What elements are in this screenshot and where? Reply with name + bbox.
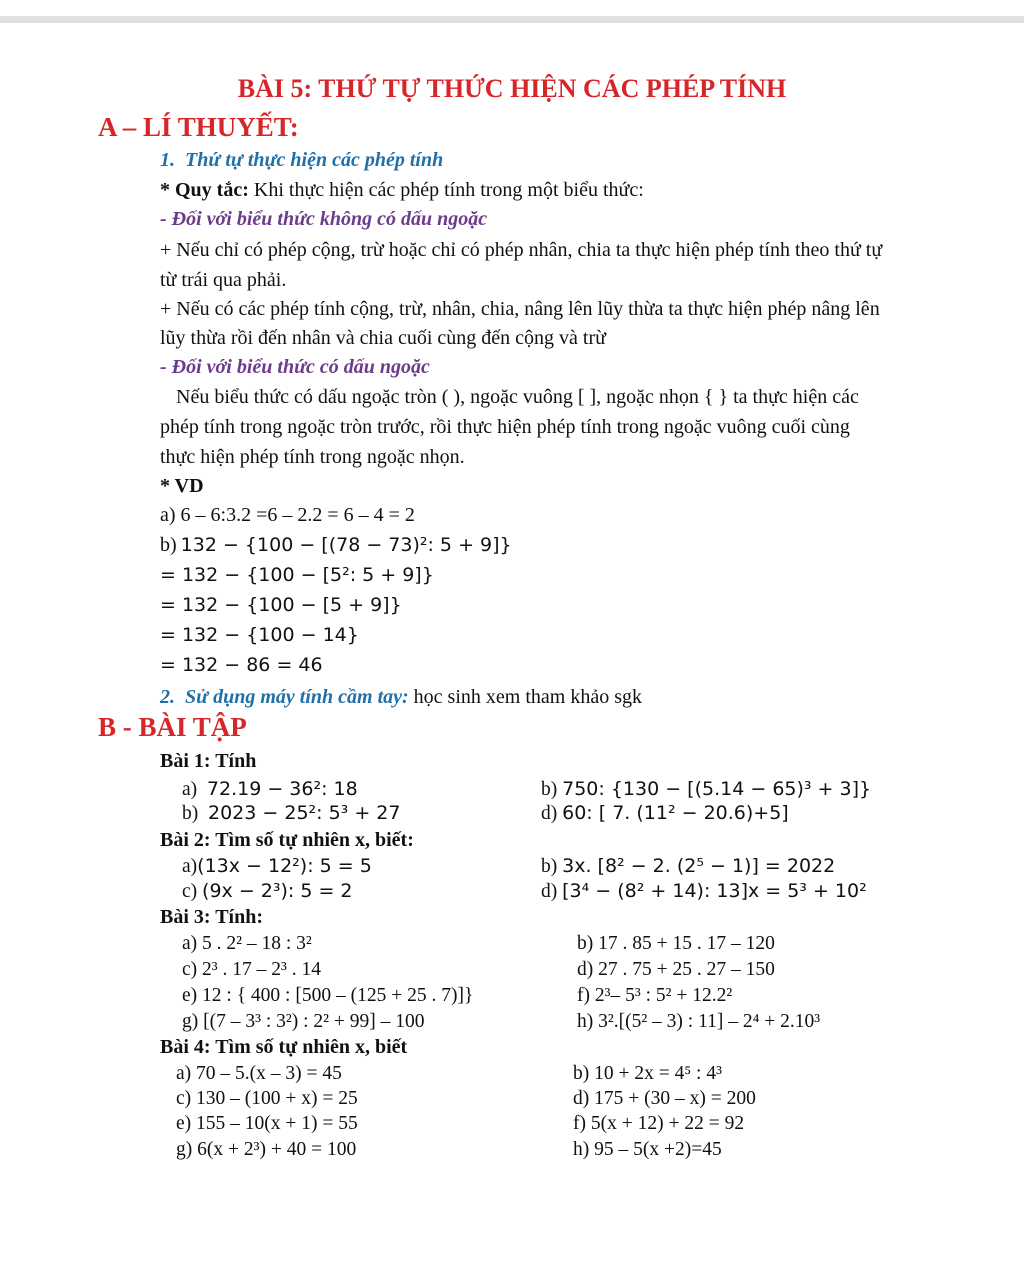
bai3-h (577, 1011, 820, 1033)
ex-label: a) (182, 933, 198, 954)
page-title: BÀI 5: THỨ TỰ THỨC HIỆN CÁC PHÉP TÍNH (237, 74, 787, 103)
bai1-d (541, 802, 789, 825)
bai3-f (577, 985, 732, 1007)
vd-b-step4: = 132 − {100 − 14} (160, 624, 359, 646)
ex-label: b) (573, 1063, 590, 1084)
bai3-b (577, 933, 775, 955)
ex-expr: 5 . 2² – 18 : 3² (202, 933, 312, 954)
item2-number: 2. (160, 686, 175, 708)
rule-label: * Quy tắc: (160, 179, 249, 201)
item2-text: học sinh xem tham khảo sgk (413, 686, 642, 708)
bai3-g (182, 1011, 424, 1033)
p1-line1: + Nếu chỉ có phép cộng, trừ hoặc chỉ có phép nhân, chia ta thực hiện phép tính theo thứ tự (160, 239, 883, 261)
ex-label: a) (182, 779, 198, 800)
vd-b-row (160, 534, 512, 557)
ex-expr: 2³ . 17 – 2³ . 14 (202, 959, 321, 980)
ex-expr: (9x − 2³): 5 = 2 (202, 880, 353, 902)
ex-expr: 27 . 75 + 25 . 27 – 150 (598, 959, 775, 980)
item1-title: Thứ tự thực hiện các phép tính (185, 149, 444, 171)
item1-number: 1. (160, 149, 175, 171)
bai4-d (573, 1088, 756, 1110)
p3-line1: Nếu biểu thức có dấu ngoặc tròn ( ), ngoặc vuông [ ], ngoặc nhọn { } ta thực hiện các (176, 386, 859, 408)
vd-b-step1: 132 − {100 − [(78 − 73)²: 5 + 9]} (180, 534, 512, 556)
ex-expr: 5(x + 12) + 22 = 92 (590, 1113, 745, 1134)
ex-label: a) (176, 1063, 192, 1084)
bai4-e (176, 1113, 358, 1135)
vd-b-step5: = 132 − 86 = 46 (160, 654, 323, 676)
ex-label: d) (577, 959, 594, 980)
p3-line3: thực hiện phép tính trong ngoặc nhọn. (160, 446, 465, 468)
bai2-title: Bài 2: Tìm số tự nhiên x, biết: (160, 829, 414, 851)
vd-b-step3: = 132 − {100 − [5 + 9]} (160, 594, 402, 616)
ex-label: d) (573, 1088, 590, 1109)
ex-expr: 12 : { 400 : [500 – (125 + 25 . 7)]} (202, 985, 474, 1006)
section-b-heading: B - BÀI TẬP (98, 712, 247, 742)
no-bracket-heading: - Đối với biểu thức không có dấu ngoặc (160, 208, 488, 230)
ex-expr: 2023 − 25²: 5³ + 27 (208, 802, 401, 824)
p3-line2: phép tính trong ngoặc tròn trước, rồi thực hiện phép tính trong ngoặc vuông cuối cùng (160, 416, 850, 438)
vd-b-label: b) (160, 534, 177, 556)
ex-label: g) (176, 1139, 193, 1160)
bai2-c (182, 880, 353, 903)
p1-line2: từ trái qua phải. (160, 269, 287, 291)
ex-expr: [3⁴ − (8² + 14): 13]x = 5³ + 10² (562, 880, 867, 902)
ex-expr: 72.19 − 36²: 18 (206, 778, 358, 800)
ex-expr: 750: {130 − [(5.14 − 65)³ + 3]} (562, 778, 872, 800)
bai1-a (182, 778, 358, 801)
ex-expr: 155 – 10(x + 1) = 55 (196, 1113, 358, 1134)
ex-label: b) (577, 933, 594, 954)
ex-expr: 130 – (100 + x) = 25 (196, 1088, 358, 1109)
p2-line2: lũy thừa rồi đến nhân và chia cuối cùng đến cộng và trừ (160, 327, 606, 349)
bai4-f (573, 1113, 744, 1135)
vd-label: * VD (160, 475, 204, 497)
bai4-c (176, 1088, 358, 1110)
bai1-title: Bài 1: Tính (160, 750, 257, 772)
ex-label: d) (541, 803, 558, 824)
theory-item-2 (160, 686, 642, 709)
ex-label: h) (577, 1011, 594, 1032)
ex-label: c) (182, 881, 198, 902)
bai2-b (541, 855, 835, 878)
bai3-a (182, 933, 312, 955)
ex-label: c) (176, 1088, 192, 1109)
ex-expr: (13x − 12²): 5 = 5 (197, 855, 372, 877)
bai3-title: Bài 3: Tính: (160, 906, 263, 928)
with-bracket-heading: - Đối với biểu thức có dấu ngoặc (160, 356, 430, 378)
bai1-c (182, 802, 400, 825)
bai2-d (541, 880, 867, 903)
ex-expr: 175 + (30 – x) = 200 (594, 1088, 756, 1109)
ex-label: d) (541, 881, 558, 902)
theory-item-1 (160, 149, 443, 172)
ex-label: h) (573, 1139, 590, 1160)
bai3-c (182, 959, 321, 981)
ex-expr: 70 – 5.(x – 3) = 45 (196, 1063, 342, 1084)
ex-label: g) (182, 1011, 199, 1032)
bai4-title: Bài 4: Tìm số tự nhiên x, biết (160, 1036, 408, 1058)
bai4-b (573, 1063, 722, 1085)
bai4-h (573, 1139, 722, 1161)
ex-expr: [(7 – 3³ : 3²) : 2² + 99] – 100 (203, 1011, 425, 1032)
ex-expr: 17 . 85 + 15 . 17 – 120 (598, 933, 775, 954)
section-a-heading: A – LÍ THUYẾT: (98, 112, 299, 142)
ex-expr: 6(x + 2³) + 40 = 100 (197, 1139, 357, 1160)
ex-label: f) (577, 985, 590, 1006)
ex-expr: 3x. [8² − 2. (2⁵ − 1)] = 2022 (562, 855, 836, 877)
item2-title: Sử dụng máy tính cầm tay: (185, 686, 409, 708)
ex-label: a) (182, 856, 198, 877)
ex-expr: 10 + 2x = 4⁵ : 4³ (594, 1063, 722, 1084)
bai2-a (182, 855, 372, 878)
p2-line1: + Nếu có các phép tính cộng, trừ, nhân, chia, nâng lên lũy thừa ta thực hiện phép nâng lên (160, 298, 880, 320)
top-divider (0, 16, 1024, 23)
vd-b-step2: = 132 − {100 − [5²: 5 + 9]} (160, 564, 434, 586)
bai4-a (176, 1063, 342, 1085)
ex-label: c) (182, 959, 198, 980)
bai4-g (176, 1139, 356, 1161)
ex-label: b) (182, 803, 199, 824)
ex-expr: 95 – 5(x +2)=45 (594, 1139, 722, 1160)
top-bar (0, 0, 1024, 26)
bai3-d (577, 959, 775, 981)
ex-expr: 2³– 5³ : 5² + 12.2² (594, 985, 733, 1006)
ex-label: b) (541, 856, 558, 877)
rule-line (160, 179, 644, 202)
ex-expr: 60: [ 7. (11² − 20.6)+5] (562, 802, 789, 824)
bai1-b (541, 778, 871, 801)
ex-label: e) (176, 1113, 192, 1134)
ex-expr: 3².[(5² – 3) : 11] – 2⁴ + 2.10³ (598, 1011, 821, 1032)
rule-text: Khi thực hiện các phép tính trong một biểu thức: (253, 179, 644, 201)
bai3-e (182, 985, 473, 1007)
ex-label: e) (182, 985, 198, 1006)
ex-label: f) (573, 1113, 586, 1134)
ex-label: b) (541, 779, 558, 800)
vd-a: a) 6 – 6:3.2 =6 – 2.2 = 6 – 4 = 2 (160, 504, 415, 526)
